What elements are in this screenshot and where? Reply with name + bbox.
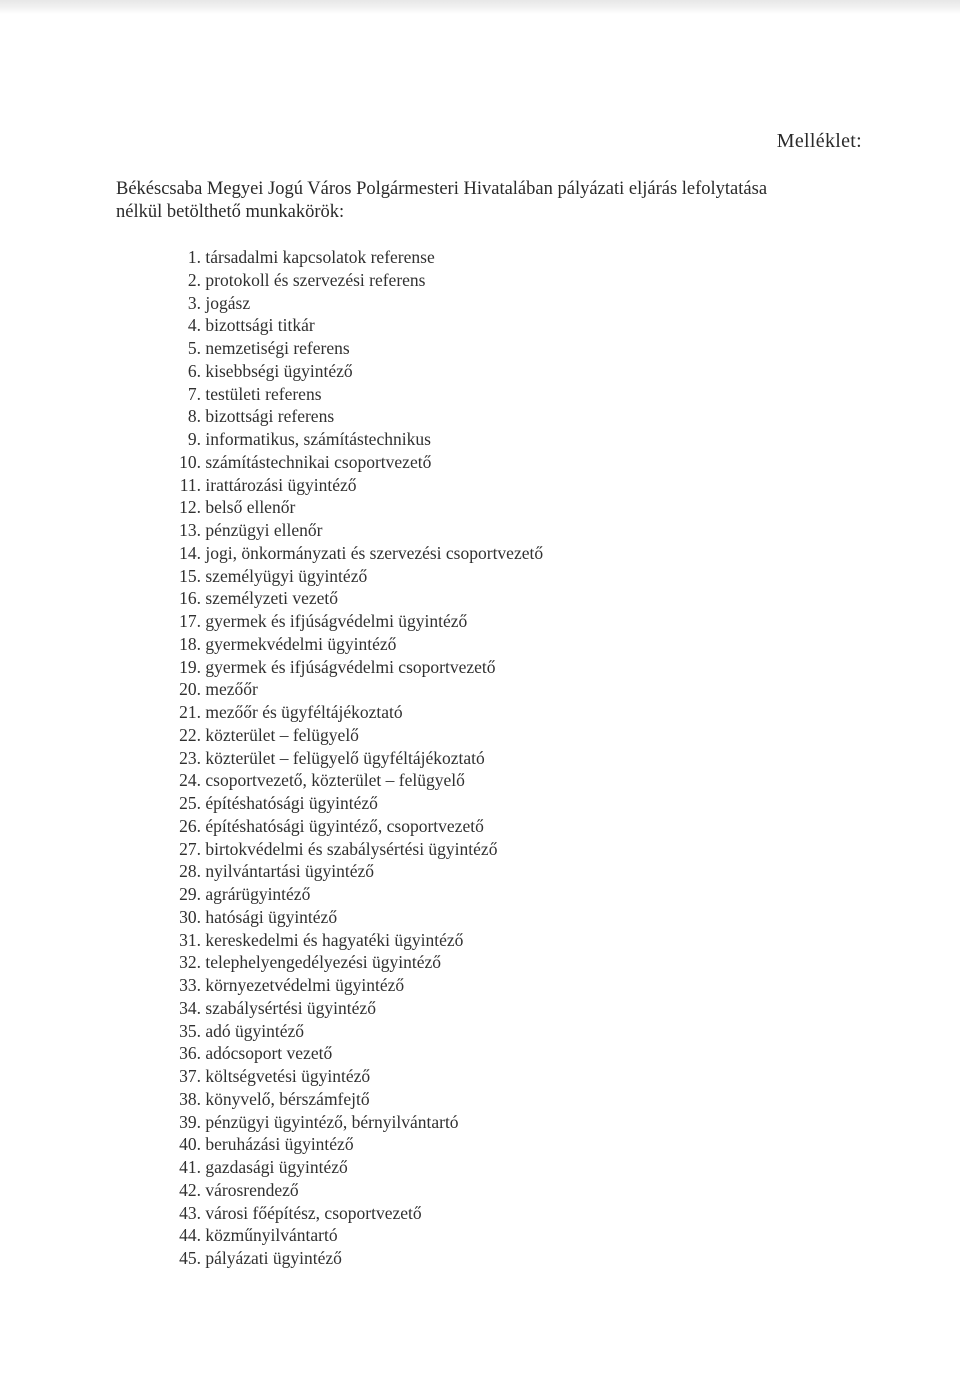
list-item (160, 542, 543, 565)
list-item-text: jogász (205, 292, 251, 313)
list-item-text: testületi referens (205, 383, 322, 404)
list-item-number: 2. (187, 269, 201, 290)
list-item-number: 24. (179, 770, 201, 791)
list-item (160, 519, 543, 542)
list-item-number: 17. (179, 611, 201, 631)
list-item-number: 21. (179, 702, 201, 722)
list-item (160, 474, 543, 497)
list-item-number: 11. (179, 474, 201, 495)
list-item-text: személyügyi ügyintéző (205, 565, 368, 586)
annex-label: Melléklet: (776, 130, 862, 152)
list-item-text: irattározási ügyintéző (205, 474, 357, 495)
list-item-text: közterület – felügyelő (205, 724, 359, 745)
list-item-text: beruházási ügyintéző (205, 1134, 354, 1155)
list-item-number: 42. (179, 1179, 201, 1200)
list-item-number: 14. (179, 542, 201, 563)
list-item (160, 1042, 543, 1065)
list-item (160, 269, 543, 292)
list-item (160, 1179, 543, 1202)
list-item-text: gazdasági ügyintéző (205, 1157, 348, 1177)
list-item-text: közterület – felügyelő ügyféltájékoztató (205, 747, 485, 768)
list-item (160, 883, 543, 906)
list-item-text: protokoll és szervezési referens (205, 269, 426, 290)
list-item (160, 1020, 543, 1043)
list-item-number: 27. (179, 838, 201, 859)
list-item-text: könyvelő, bérszámfejtő (205, 1088, 370, 1109)
list-item (160, 451, 543, 474)
list-item-text: agrárügyintéző (205, 884, 311, 904)
list-item-number: 10. (179, 451, 201, 472)
list-item-text: városi főépítész, csoportvezető (205, 1202, 422, 1223)
list-item (160, 292, 543, 315)
list-item-number: 36. (179, 1043, 201, 1064)
list-item-number: 8. (187, 406, 201, 427)
position-list (160, 246, 543, 1270)
list-item-number: 15. (179, 565, 201, 586)
list-item (160, 838, 543, 861)
list-item-text: bizottsági referens (205, 406, 335, 427)
list-item-number: 19. (179, 656, 201, 677)
list-item-text: építéshatósági ügyintéző (205, 793, 378, 813)
list-item (160, 974, 543, 997)
list-item (160, 815, 543, 838)
heading-line-2: nélkül betölthető munkakörök: (116, 202, 345, 222)
list-item (160, 610, 543, 633)
list-item-number: 22. (179, 724, 201, 745)
list-item-number: 23. (179, 747, 201, 768)
list-item (160, 1088, 543, 1111)
list-item-number: 30. (179, 906, 201, 927)
list-item-number: 28. (179, 861, 201, 882)
list-item (160, 1133, 543, 1156)
list-item-text: informatikus, számítástechnikus (205, 429, 431, 449)
list-item (160, 383, 543, 406)
list-item (160, 769, 543, 792)
list-item-text: gyermekvédelmi ügyintéző (205, 633, 397, 654)
list-item-text: mezőőr és ügyféltájékoztató (205, 702, 403, 722)
list-item-number: 1. (187, 247, 201, 267)
list-item-number: 39. (179, 1111, 201, 1132)
list-item-text: építéshatósági ügyintéző, csoportvezető (205, 815, 484, 836)
list-item (160, 360, 543, 383)
list-item-text: környezetvédelmi ügyintéző (205, 975, 405, 995)
list-item (160, 656, 543, 679)
list-item-text: adócsoport vezető (205, 1043, 333, 1064)
list-item-text: gyermek és ifjúságvédelmi csoportvezető (205, 656, 496, 677)
list-item (160, 405, 543, 428)
list-item (160, 792, 543, 815)
list-item-text: belső ellenőr (205, 497, 296, 518)
list-item (160, 246, 543, 269)
list-item (160, 701, 543, 724)
list-item-text: mezőőr (205, 679, 258, 700)
list-item (160, 1065, 543, 1088)
list-item-number: 12. (179, 497, 201, 518)
list-item (160, 929, 543, 952)
list-item-number: 35. (179, 1020, 201, 1041)
list-item (160, 997, 543, 1020)
list-item (160, 587, 543, 610)
list-item (160, 724, 543, 747)
list-item-number: 20. (179, 679, 201, 700)
list-item (160, 1224, 543, 1247)
list-item-text: gyermek és ifjúságvédelmi ügyintéző (205, 611, 468, 631)
list-item-text: személyzeti vezető (205, 588, 339, 609)
list-item-number: 32. (179, 952, 201, 973)
list-item-number: 29. (179, 884, 201, 904)
list-item (160, 747, 543, 770)
list-item-text: társadalmi kapcsolatok referense (205, 247, 435, 267)
list-item-text: bizottsági titkár (205, 315, 315, 336)
list-item-text: telephelyengedélyezési ügyintéző (205, 952, 442, 973)
list-item-number: 7. (187, 383, 201, 404)
list-item (160, 314, 543, 337)
list-item-text: hatósági ügyintéző (205, 906, 338, 927)
list-item-number: 4. (187, 315, 201, 336)
list-item-text: adó ügyintéző (205, 1020, 305, 1041)
list-item-number: 26. (179, 815, 201, 836)
list-item (160, 951, 543, 974)
list-item-text: kisebbségi ügyintéző (205, 360, 353, 381)
list-item (160, 565, 543, 588)
list-item-text: nemzetiségi referens (205, 338, 350, 358)
list-item-number: 5. (187, 338, 201, 358)
list-item-number: 13. (179, 520, 201, 540)
list-item-text: nyilvántartási ügyintéző (205, 861, 375, 882)
list-item-number: 38. (179, 1088, 201, 1109)
list-item-text: jogi, önkormányzati és szervezési csoportvezető (205, 542, 544, 563)
list-item-text: városrendező (205, 1179, 299, 1200)
list-item (160, 678, 543, 701)
heading-line-1: Békéscsaba Megyei Jogú Város Polgármesteri Hivatalában pályázati eljárás lefolytatása (116, 179, 768, 199)
list-item (160, 496, 543, 519)
list-item-text: kereskedelmi és hagyatéki ügyintéző (205, 929, 464, 950)
scan-top-edge (0, 0, 960, 14)
list-item-text: közműnyilvántartó (205, 1225, 338, 1246)
list-item (160, 906, 543, 929)
list-item-number: 41. (179, 1157, 201, 1177)
list-item-number: 9. (187, 429, 201, 449)
list-item-text: szabálysértési ügyintéző (205, 997, 376, 1018)
list-item-number: 33. (179, 975, 201, 995)
list-item-number: 3. (187, 292, 201, 313)
list-item (160, 1156, 543, 1179)
list-item-text: pénzügyi ügyintéző, bérnyilvántartó (205, 1111, 459, 1132)
list-item (160, 633, 543, 656)
list-item-number: 37. (179, 1066, 201, 1086)
list-item-number: 43. (179, 1202, 201, 1223)
list-item-number: 6. (187, 360, 201, 381)
list-item-number: 45. (179, 1248, 201, 1268)
list-item (160, 1202, 543, 1225)
list-item-number: 18. (179, 633, 201, 654)
list-item-number: 16. (179, 588, 201, 609)
list-item-text: pénzügyi ellenőr (205, 520, 323, 540)
list-item (160, 428, 543, 451)
list-item-text: csoportvezető, közterület – felügyelő (205, 770, 465, 791)
list-item-number: 25. (179, 793, 201, 813)
list-item-number: 34. (179, 997, 201, 1018)
list-item-text: birtokvédelmi és szabálysértési ügyintéző (205, 838, 498, 859)
list-item (160, 1247, 543, 1270)
list-item (160, 860, 543, 883)
list-item-text: pályázati ügyintéző (205, 1248, 342, 1268)
list-item-text: számítástechnikai csoportvezető (205, 451, 432, 472)
list-item (160, 337, 543, 360)
document-heading (116, 178, 876, 224)
list-item-number: 44. (179, 1225, 201, 1246)
list-item-number: 40. (179, 1134, 201, 1155)
list-item-number: 31. (179, 929, 201, 950)
list-item-text: költségvetési ügyintéző (205, 1066, 371, 1086)
list-item (160, 1111, 543, 1134)
